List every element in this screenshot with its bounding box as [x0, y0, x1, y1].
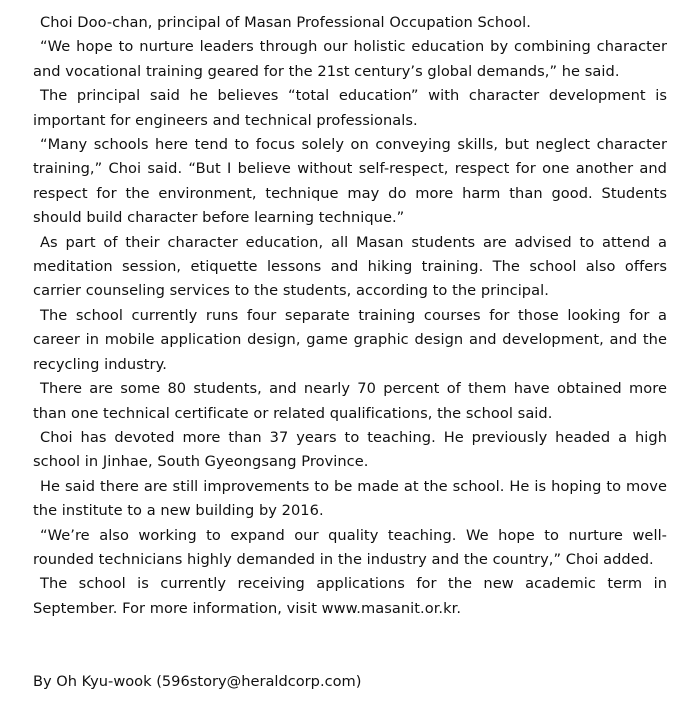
- article-paragraph: As part of their character education, all Masan students are advised to attend a meditation session, etiquette lessons and hiking training. The school also offers carrier counseling services to the students, according to the principal.: [33, 233, 667, 300]
- article-body: [33, 11, 667, 621]
- article-paragraph: “We hope to nurture leaders through our holistic education by combining character and vocational training geared for the 21st century’s global demands,” he said.: [33, 38, 667, 80]
- article-paragraph: There are some 80 students, and nearly 70 percent of them have obtained more than one technical certificate or related qualifications, the school said.: [33, 380, 667, 422]
- article-paragraph: The principal said he believes “total education” with character development is important for engineers and technical professionals.: [33, 87, 667, 129]
- article-paragraph: The school is currently receiving applications for the new academic term in September. For more information, visit www.masanit.or.kr.: [33, 575, 667, 617]
- byline: By Oh Kyu-wook (596story@heraldcorp.com): [33, 673, 362, 690]
- article-paragraph: “We’re also working to expand our quality teaching. We hope to nurture well-rounded technicians highly demanded in the industry and the country,” Choi added.: [33, 526, 667, 568]
- caption-paragraph: Choi Doo-chan, principal of Masan Professional Occupation School.: [40, 14, 531, 31]
- article-paragraph: “Many schools here tend to focus solely on conveying skills, but neglect character training,” Choi said. “But I believe without self-respect, respect for one another and respect for the environment, technique may do more harm than good. Students should build character before learning technique.”: [33, 136, 667, 227]
- article-paragraph: He said there are still improvements to be made at the school. He is hoping to move the institute to a new building by 2016.: [33, 477, 667, 520]
- article-paragraph: Choi has devoted more than 37 years to teaching. He previously headed a high school in Jinhae, South Gyeongsang Province.: [33, 428, 667, 471]
- article-paragraph: The school currently runs four separate training courses for those looking for a career in mobile application design, game graphic design and development, and the recycling industry.: [33, 306, 667, 373]
